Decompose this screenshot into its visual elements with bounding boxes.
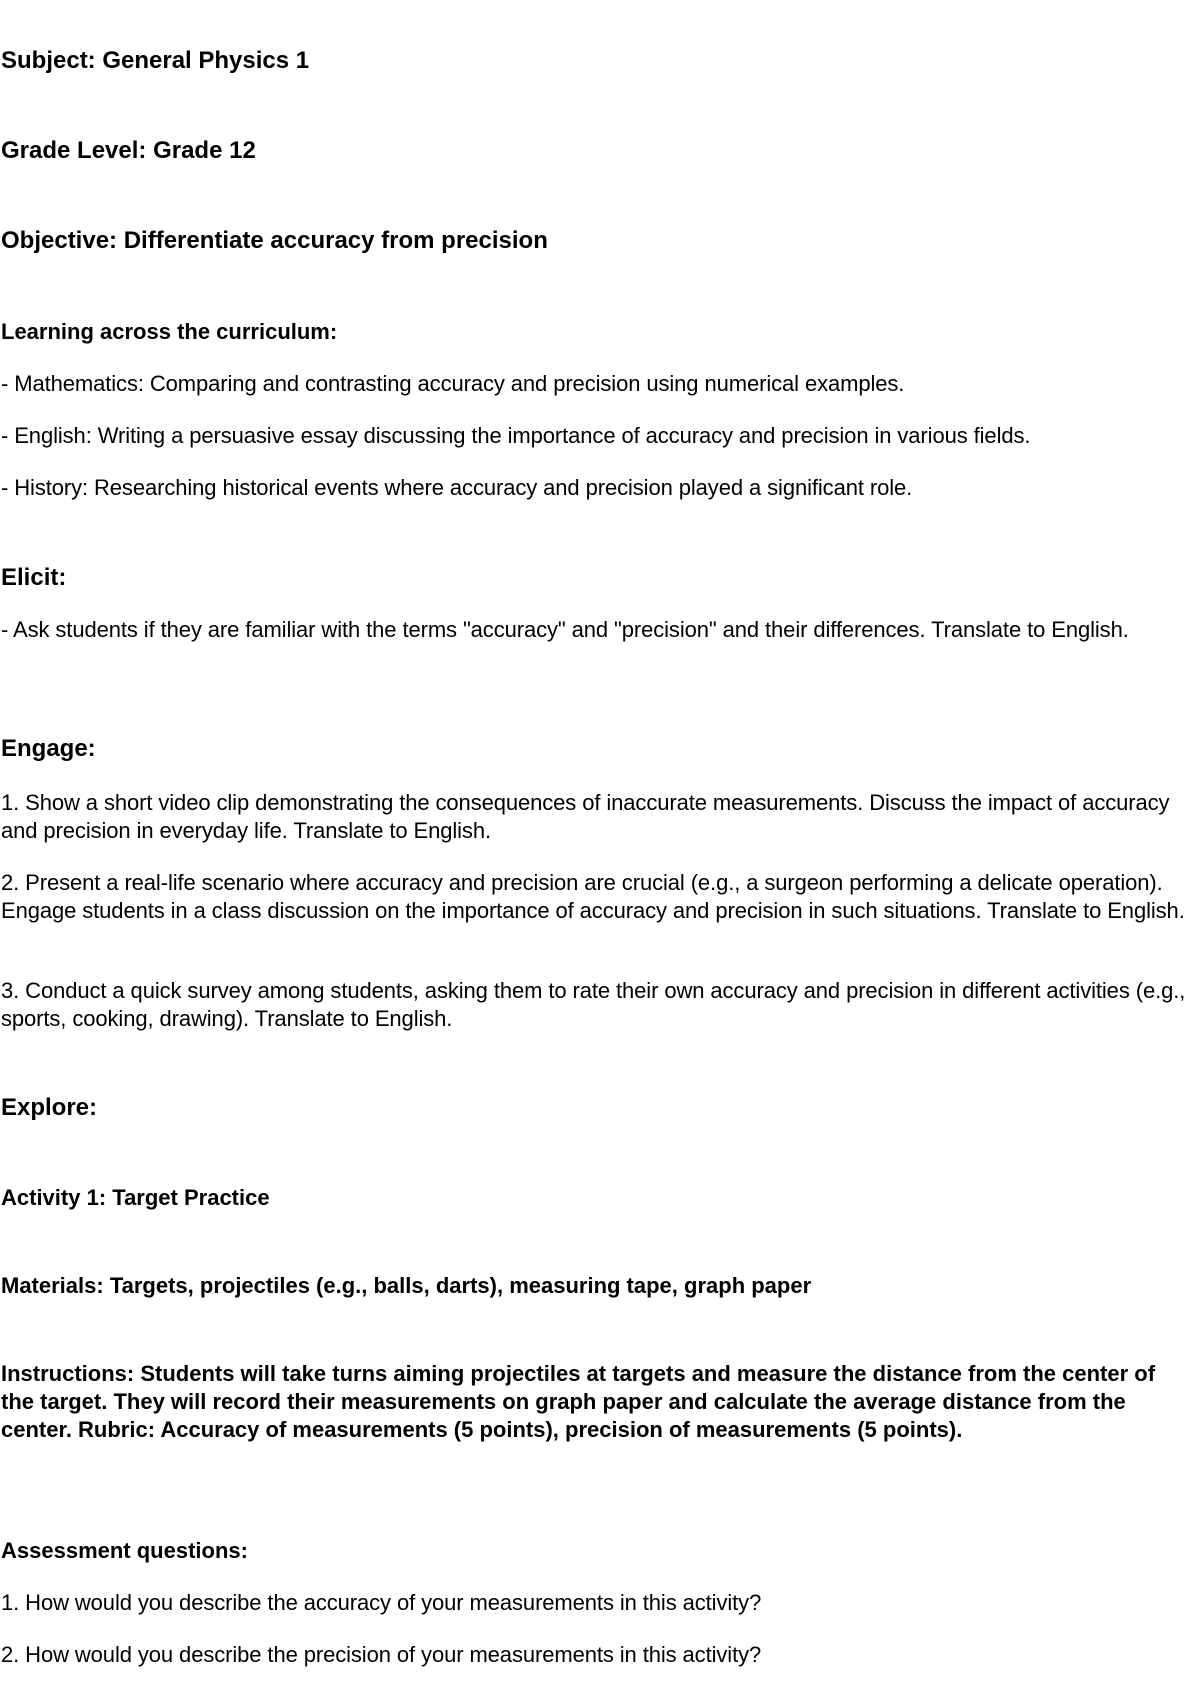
assessment-question: 1. How would you describe the accuracy of your measurements in this activity?	[1, 1590, 762, 1615]
engage-item: 1. Show a short video clip demonstrating the consequences of inaccurate measurements. Discuss the impact of accuracy and precision in everyday life. Translate to English.	[1, 790, 1170, 843]
instructions-text: Instructions: Students will take turns aiming projectiles at targets and measure the distance from the center of the target. They will record their measurements on graph paper and calculate the average distance from the center. Rubric: Accuracy of measurements (5 points), precision of measurements (5 points).	[1, 1361, 1156, 1442]
engage-item: 3. Conduct a quick survey among students, asking them to rate their own accuracy and precision in different activities (e.g., sports, cooking, drawing). Translate to English.	[1, 978, 1186, 1031]
engage-item: 2. Present a real-life scenario where accuracy and precision are crucial (e.g., a surgeon performing a delicate operation). Engage students in a class discussion on the importance of accuracy and precision in such situations. Translate to English.	[1, 870, 1185, 923]
objective-heading: Objective: Differentiate accuracy from precision	[1, 227, 548, 254]
curriculum-item: - Mathematics: Comparing and contrasting accuracy and precision using numerical examples.	[1, 371, 905, 396]
grade-level-heading: Grade Level: Grade 12	[1, 137, 256, 164]
elicit-heading: Elicit:	[1, 564, 67, 591]
elicit-item: - Ask students if they are familiar with the terms "accuracy" and "precision" and their differences. Translate to English.	[1, 617, 1129, 642]
assessment-heading: Assessment questions:	[1, 1538, 248, 1563]
curriculum-heading: Learning across the curriculum:	[1, 319, 338, 344]
activity-title: Activity 1: Target Practice	[1, 1185, 270, 1210]
explore-heading: Explore:	[1, 1094, 98, 1121]
curriculum-item: - History: Researching historical events where accuracy and precision played a significant role.	[1, 475, 913, 500]
assessment-question: 2. How would you describe the precision of your measurements in this activity?	[1, 1642, 762, 1667]
subject-heading: Subject: General Physics 1	[1, 47, 310, 74]
engage-heading: Engage:	[1, 735, 96, 762]
curriculum-item: - English: Writing a persuasive essay discussing the importance of accuracy and precision in various fields.	[1, 423, 1031, 448]
materials-text: Materials: Targets, projectiles (e.g., balls, darts), measuring tape, graph paper	[1, 1273, 812, 1298]
